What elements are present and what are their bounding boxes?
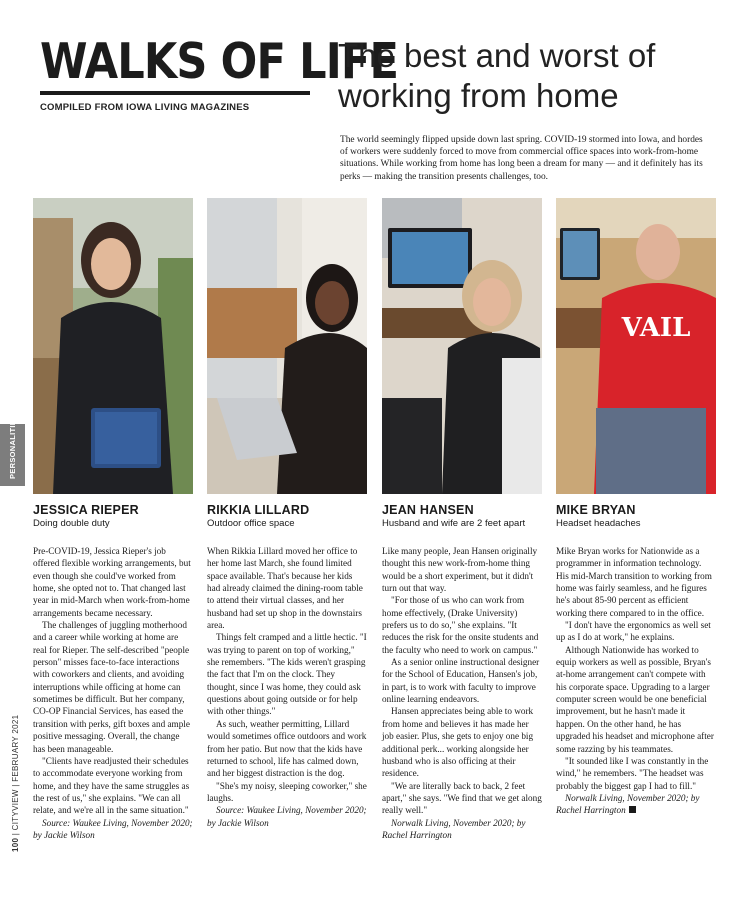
headline: The best and worst of working from home [338,37,656,114]
portrait-man-hoodie-icon [556,198,716,494]
body-paragraph: "It sounded like I was constantly in the wind," he remembers. "The headset was probably the biggest gap I had to fill." [556,755,709,791]
body-paragraph: The challenges of juggling motherhood and a career while working at home are real for Rieper. The self-described "people person" misses face-to-face interactions with coworkers and clients, and avoiding interruptions while officing at home can sometimes be difficult. But her company, CO-OP Financial Services, has eased the transition with perks, gift boxes and ample positive messaging. Overall, the change has been manageable. [33,620,190,754]
profile-body [207,545,367,829]
source-credit: Source: Waukee Living, November 2020; by Jackie Wilson [207,805,367,828]
body-paragraph: "For those of us who can work from home effectively, (Drake University) prefers us to do so," she explains. "It reduces the risk for the onsite students and the faculty who need to work on campus." [382,595,539,655]
section-tab-label: PERSONALITIES [8,414,17,479]
profile-body [382,545,542,841]
end-mark-icon [629,806,636,813]
profile-name: RIKKIA LILLARD [207,503,310,517]
body-paragraph: Mike Bryan works for Nationwide as a programmer in information technology. His mid-March transition to working from home was fairly seamless, and he figures he's about 85-90 percent as efficient working there compared to in the office. [556,546,712,618]
body-paragraph: Hansen appreciates being able to work from home and believes it has made her job easier. Plus, she gets to enjoy one big additional perk... working alongside her husband who is also officing at their residence. [382,706,534,779]
body-paragraph: "Clients have readjusted their schedules to accommodate everyone working from home, and they have the same struggles as the rest of us," she explains. "We can all relate, and we're all in the same situation." [33,755,190,816]
portrait-woman-patio-icon [207,198,367,494]
photo-jean-hansen [382,198,542,494]
body-paragraph: "She's my noisy, sleeping coworker," she laughs. [207,780,367,803]
profile-subhead: Headset headaches [556,518,641,529]
profile-body [33,545,193,841]
profile-subhead: Husband and wife are 2 feet apart [382,518,526,529]
page-number: 100 [11,837,20,852]
photo-mike-bryan [556,198,716,494]
source-credit: Source: Waukee Living, November 2020; by Jackie Wilson [33,817,193,840]
title-rule [40,91,310,95]
compiled-credit: COMPILED FROM IOWA LIVING MAGAZINES [40,102,250,113]
photo-rikkia-lillard [207,198,367,494]
source-credit: Norwalk Living, November 2020; by Rachel Harrington [382,817,526,840]
body-paragraph: When Rikkia Lillard moved her office to her home last March, she found limited space available. That's because her kids had already claimed the dining-room table to attend their virtual classes, and her husband had set up shop in the downstairs area. [207,546,363,631]
body-paragraph: Although Nationwide has worked to equip workers as well as possible, Bryan's at-home arrangement can't compete with his corporate space. Upgrading to a larger computer screen would be one beneficial improvement, but he hasn't made it happen. On the other hand, he has upgraded his headset and microphone after some razzing by his teammates. [556,644,714,754]
body-paragraph: Things felt cramped and a little hectic. "I was trying to parent on top of working," she remembers. "The kids weren't grasping the fact that I'm on the clock. They thought, since I was home, they could ask questions about going outside or for help with other things." [207,632,367,717]
folio: 100 | CITYVIEW | FEBRUARY 2021 [11,714,20,852]
profile-body [556,545,716,817]
publication-name: CITYVIEW [11,789,20,831]
section-title: WALKS OF LIFE [40,33,399,90]
hoodie-text: VAIL [621,313,691,343]
intro-paragraph: The world seemingly flipped upside down last spring. COVID-19 stormed into Iowa, and hordes of workers were suddenly forced to move from commercial office spaces into work-from-home situations. While working from home has long been a dream for many — and it definitely has its perks — making the transition presents challenges, too. [340,135,703,182]
body-paragraph: As a senior online instructional designer for the School of Education, Hansen's job, in part, is to work with faculty to improve online learning endeavors. [382,657,540,705]
source-credit: Norwalk Living, November 2020; by Rachel Harrington [556,792,700,816]
body-paragraph: "We are literally back to back, 2 feet apart," she says. "We find that we get along really well." [382,780,542,816]
issue-date: FEBRUARY 2021 [11,714,20,782]
profile-subhead: Outdoor office space [207,518,295,529]
profile-subhead: Doing double duty [33,518,110,529]
photo-jessica-rieper [33,198,193,494]
body-paragraph: Like many people, Jean Hansen originally thought this new work-from-home thing would be a short experiment, but it didn't turn out that way. [382,546,538,594]
portrait-woman-desk-icon [382,198,542,494]
profile-name: JEAN HANSEN [382,503,474,517]
body-paragraph: "I don't have the ergonomics as well set up as I do at work," he explains. [556,620,711,643]
profile-name: JESSICA RIEPER [33,503,139,517]
section-tab [0,414,25,486]
profile-name: MIKE BRYAN [556,503,636,517]
body-paragraph: As such, weather permitting, Lillard would sometimes office outdoors and work from her patio. But now that the kids have returned to school, life has calmed down, and her biggest distraction is the dog. [207,718,367,779]
portrait-woman-laptop-icon [33,198,193,494]
body-paragraph: Pre-COVID-19, Jessica Rieper's job offered flexible working arrangements, but even though she could've worked from home, she opted not to. That changed last year in mid-March when work-from-home arrangements became necessary. [33,546,191,618]
